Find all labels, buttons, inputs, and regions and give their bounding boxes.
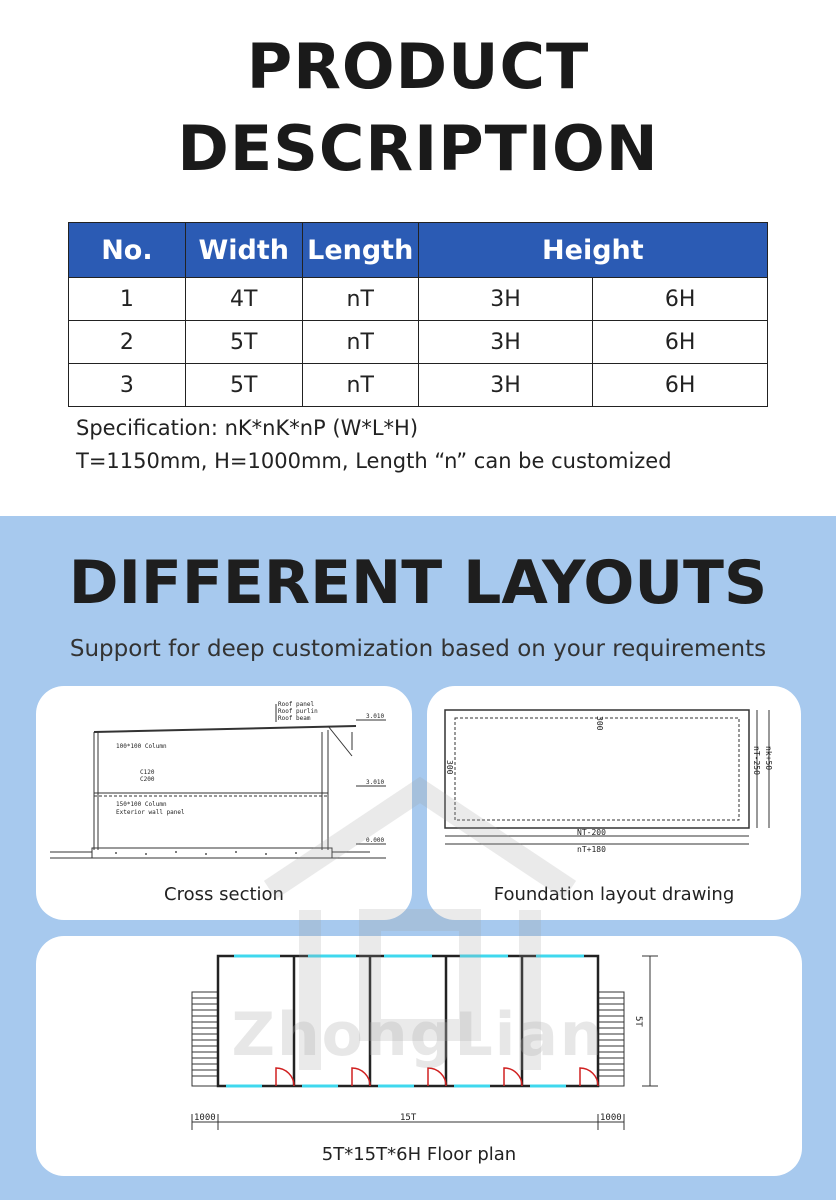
cell-height-b: 6H bbox=[593, 321, 768, 364]
dim-top: 300 bbox=[595, 716, 604, 731]
cell-width: 5T bbox=[185, 321, 302, 364]
label-beam-b: C200 bbox=[140, 776, 155, 783]
cell-length: nT bbox=[302, 278, 418, 321]
label-roof-panel: Roof panel bbox=[278, 701, 315, 708]
layouts-title: DIFFERENT LAYOUTS bbox=[68, 548, 768, 618]
title-product: PRODUCT bbox=[246, 30, 590, 103]
header-no: No. bbox=[69, 223, 186, 278]
label-roof-purlin: Roof purlin bbox=[278, 708, 318, 715]
dim-outer-height: nk+50 bbox=[764, 746, 773, 771]
cell-length: nT bbox=[302, 321, 418, 364]
title-description: DESCRIPTION bbox=[177, 112, 659, 185]
dim-left: 300 bbox=[445, 760, 454, 775]
header-height: Height bbox=[418, 223, 767, 278]
level-zero: 0.000 bbox=[366, 837, 385, 844]
floor-plan-caption: 5T*15T*6H Floor plan bbox=[321, 1144, 517, 1165]
label-floor-column: 150*100 Column bbox=[116, 801, 167, 808]
table-header-row bbox=[69, 223, 768, 278]
cell-width: 4T bbox=[185, 278, 302, 321]
size-table bbox=[68, 222, 768, 407]
dim-left-1000: 1000 bbox=[194, 1113, 216, 1123]
dim-outer-width: nT+180 bbox=[577, 845, 606, 854]
table-row bbox=[69, 364, 768, 407]
cell-no: 3 bbox=[69, 364, 186, 407]
level-mid: 3.010 bbox=[366, 779, 385, 786]
cell-no: 2 bbox=[69, 321, 186, 364]
cell-no: 1 bbox=[69, 278, 186, 321]
dim-right-1000: 1000 bbox=[600, 1113, 622, 1123]
header-length: Length bbox=[302, 223, 418, 278]
label-wall-panel: Exterior wall panel bbox=[116, 809, 185, 816]
cell-height-b: 6H bbox=[593, 364, 768, 407]
cell-height-a: 3H bbox=[418, 321, 593, 364]
spec-line-2: T=1150mm, H=1000mm, Length “n” can be customized bbox=[76, 449, 672, 473]
spec-line-1: Specification: nK*nK*nP (W*L*H) bbox=[76, 416, 419, 440]
dim-total-15t: 15T bbox=[400, 1113, 417, 1123]
label-roof-beam: Roof beam bbox=[278, 715, 311, 722]
cross-section-caption: Cross section bbox=[164, 884, 284, 905]
cell-height-a: 3H bbox=[418, 364, 593, 407]
dim-depth-5t: 5T bbox=[633, 1016, 643, 1027]
cell-length: nT bbox=[302, 364, 418, 407]
dim-inner-width: NT-200 bbox=[577, 828, 606, 837]
dim-inner-height: nT-250 bbox=[752, 746, 761, 775]
label-beam-a: C120 bbox=[140, 769, 155, 776]
cell-height-b: 6H bbox=[593, 278, 768, 321]
table-row bbox=[69, 278, 768, 321]
cell-height-a: 3H bbox=[418, 278, 593, 321]
cell-width: 5T bbox=[185, 364, 302, 407]
foundation-caption: Foundation layout drawing bbox=[493, 884, 735, 905]
header-width: Width bbox=[185, 223, 302, 278]
table-row bbox=[69, 321, 768, 364]
foundation-card bbox=[427, 686, 801, 920]
layouts-subtitle: Support for deep customization based on your requirements bbox=[69, 636, 767, 662]
watermark-text: ZhongLian bbox=[231, 1000, 605, 1070]
level-top: 3.010 bbox=[366, 713, 385, 720]
cross-section-card bbox=[36, 686, 412, 920]
label-column: 100*100 Column bbox=[116, 743, 167, 750]
